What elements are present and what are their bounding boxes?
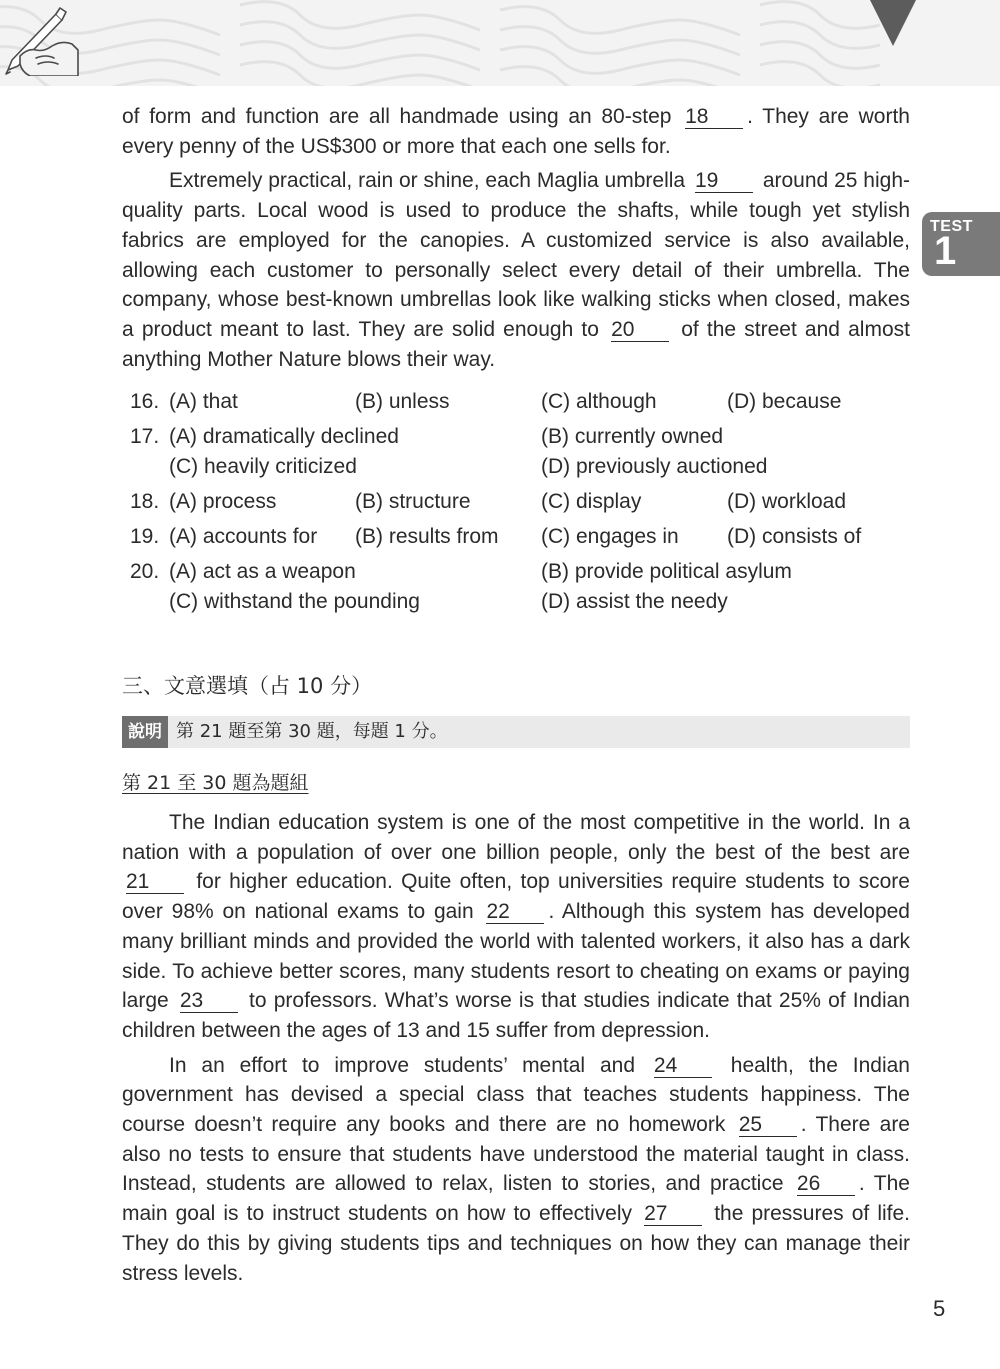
text-segment: for higher education. Quite often, top universities require students to score over 98% on national exams to gain — [122, 870, 910, 924]
text-segment: of form and function are all handmade using an 80-step — [122, 105, 672, 128]
test-tab-number: 1 — [934, 229, 957, 273]
text-segment: of the street and almost anything Mother Nature blows their way. — [122, 317, 910, 371]
text-segment: . There are also no tests to ensure that students have understood the material taught in class. Instead, students are allowed to relax, listen to stories, and practice — [122, 1113, 910, 1196]
passage2-paragraph-1 — [122, 808, 910, 1046]
option-b[interactable]: (B) structure — [355, 490, 471, 514]
passage-section-2 — [122, 808, 910, 1288]
option-d[interactable]: (D) previously auctioned — [541, 455, 768, 479]
header-decoration — [0, 0, 1000, 86]
instruction-label: 說明 — [122, 716, 168, 748]
wave-pattern — [0, 0, 1000, 86]
option-c[interactable]: (C) engages in — [541, 525, 679, 549]
option-c[interactable]: (C) although — [541, 390, 657, 414]
text-segment: In an effort to improve students’ mental and — [169, 1053, 636, 1077]
option-c[interactable]: (C) heavily criticized — [169, 455, 357, 479]
text-segment: health, the Indian government has devised a special class that teaches students happiness. The course doesn’t require any books and there are no homework — [122, 1053, 910, 1137]
option-a[interactable]: (A) dramatically declined — [169, 425, 399, 449]
question-number: 19. — [130, 525, 160, 549]
option-a[interactable]: (A) accounts for — [169, 525, 318, 549]
question-18 — [122, 490, 910, 525]
option-d[interactable]: (D) workload — [727, 490, 847, 514]
blank-20: 20 — [611, 319, 669, 342]
text-segment: Extremely practical, rain or shine, each Maglia umbrella — [169, 169, 686, 193]
blank-23: 23 — [180, 990, 238, 1013]
option-a[interactable]: (A) that — [169, 390, 238, 414]
text-segment: . The main goal is to instruct students on how to effectively — [122, 1172, 910, 1226]
option-b[interactable]: (B) results from — [355, 525, 499, 549]
option-a[interactable]: (A) process — [169, 490, 277, 514]
question-19 — [122, 525, 910, 560]
instruction-text: 第 21 題至第 30 題，每題 1 分。 — [176, 721, 448, 742]
page-number: 5 — [933, 1296, 946, 1321]
test-tab — [922, 212, 1000, 276]
blank-21: 21 — [126, 871, 184, 894]
text-segment: the pressures of life. They do this by giving students tips and techniques on how they can manage their stress levels. — [122, 1202, 910, 1285]
option-a[interactable]: (A) act as a weapon — [169, 560, 356, 584]
question-number: 18. — [130, 490, 160, 514]
section-title: 三、文意選填（占 10 分） — [122, 674, 373, 698]
passage2-paragraph-2 — [122, 1051, 910, 1289]
question-20 — [122, 560, 910, 625]
option-c[interactable]: (C) withstand the pounding — [169, 590, 420, 614]
option-d[interactable]: (D) assist the needy — [541, 590, 728, 614]
question-list — [122, 390, 910, 625]
option-c[interactable]: (C) display — [541, 490, 642, 514]
passage1-paragraph-2 — [122, 166, 910, 374]
blank-27: 27 — [644, 1203, 702, 1226]
text-segment: . They are worth every penny of the US$300 or more that each one sells for. — [122, 105, 910, 158]
corner-triangle — [870, 0, 916, 46]
question-number: 16. — [130, 390, 160, 414]
option-d[interactable]: (D) because — [727, 390, 842, 414]
question-number: 20. — [130, 560, 160, 584]
writing-hand-icon — [0, 0, 80, 76]
option-b[interactable]: (B) provide political asylum — [541, 560, 792, 584]
question-16 — [122, 390, 910, 425]
test-tab-label: TEST — [930, 218, 973, 235]
blank-25: 25 — [739, 1114, 797, 1137]
blank-22: 22 — [486, 901, 544, 924]
option-b[interactable]: (B) currently owned — [541, 425, 724, 449]
text-segment: The Indian education system is one of the most competitive in the world. In a nation with a population of over one billion people, only the best of the best are — [122, 811, 910, 864]
option-d[interactable]: (D) consists of — [727, 525, 862, 549]
option-b[interactable]: (B) unless — [355, 390, 450, 414]
text-segment: . Although this system has developed many brilliant minds and provided the world with talented workers, it also has a dark side. To achieve better scores, many students resort to cheating on exams or paying large — [122, 900, 910, 1013]
question-number: 17. — [130, 425, 160, 449]
question-17 — [122, 425, 910, 490]
blank-18: 18 — [685, 106, 743, 129]
passage-section-1 — [122, 102, 910, 625]
blank-19: 19 — [695, 170, 753, 193]
question-group-title: 第 21 至 30 題為題組 — [122, 772, 309, 794]
text-segment: to professors. What’s worse is that studies indicate that 25% of Indian children between the ages of 13 and 15 suffer from depression. — [122, 989, 910, 1042]
blank-24: 24 — [654, 1055, 712, 1078]
text-segment: around 25 high-quality parts. Local wood is used to produce the shafts, while tough yet stylish fabrics are employed for the canopies. A customized service is also available, allowing each customer to personally select every detail of their umbrella. The company, whose best-known umbrellas look like walking sticks when closed, makes a product meant to last. They are solid enough to — [122, 169, 910, 341]
blank-26: 26 — [797, 1173, 855, 1196]
passage1-paragraph-1 — [122, 102, 910, 161]
instruction-bar — [122, 716, 910, 748]
